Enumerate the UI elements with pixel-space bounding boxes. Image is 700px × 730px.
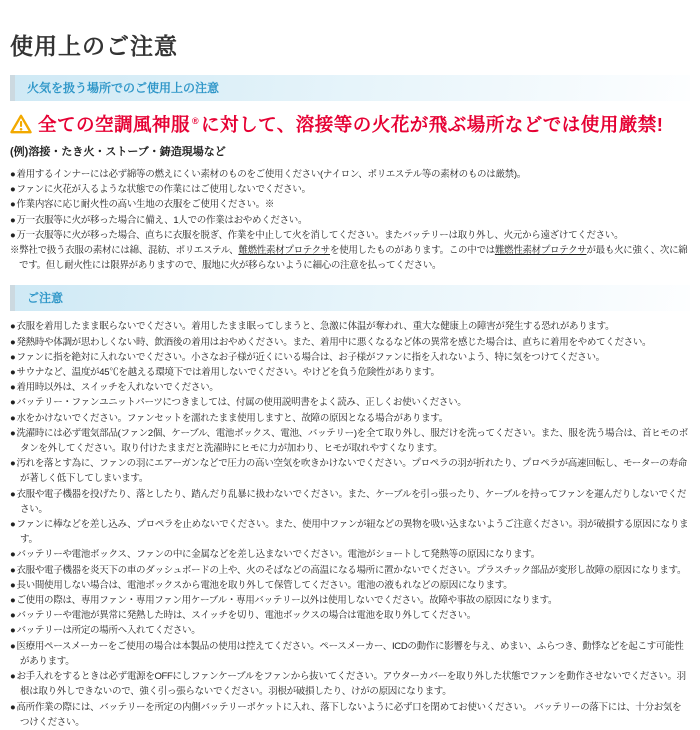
caution-section-header bbox=[10, 285, 690, 311]
list-item: ● 高所作業の際には、バッテリーを所定の内側バッテリーポケットに入れ、落下しないように必ず口を閉めてお使いください。 バッテリーの落下には、十分お気をつけください。 bbox=[10, 700, 690, 730]
list-item: ● 水をかけないでください。ファンセットを濡れたまま使用しますと、故障の原因となる場合があります。 bbox=[10, 411, 690, 426]
warning-text-rest: に対して、溶接等の火花が飛ぶ場所などでは使用厳禁! bbox=[201, 114, 664, 135]
list-item: ● 発熱時や体調が思わしくない時、飲酒後の着用はおやめください。また、着用中に悪くなるなど体の異常を感じた場合は、直ちに着用をやめてください。 bbox=[10, 335, 690, 350]
list-item: ● サウナなど、温度が45℃を越える環境下では着用しないでください。やけどを負う危険性があります。 bbox=[10, 365, 690, 380]
list-item: ● 汚れを落とす為に、ファンの羽にエアーガンなどで圧力の高い空気を吹きかけないでください。プロペラの羽が折れたり、プロペラが高速回転し、モーターの寿命が著しく低下してしまいます。 bbox=[10, 456, 690, 486]
registered-mark: ® bbox=[192, 115, 200, 126]
caution-notes-list bbox=[10, 319, 690, 729]
list-item: ● お手入れをするときは必ず電源をOFFにしファンケーブルをファンから抜いてください。アウターカバーを取り外した状態でファンを動作させないでください。羽根は取り外しできないので、強く引っ張らないでください。羽根が破損したり、けがの原因になります。 bbox=[10, 669, 690, 699]
list-item: ● ファンに指を絶対に入れないでください。小さなお子様が近くにいる場合は、お子様がファンに指を入れないよう、特に気をつけてください。 bbox=[10, 350, 690, 365]
warning-text bbox=[38, 111, 663, 137]
caution-section-header-label: ご注意 bbox=[27, 291, 64, 306]
underlined-term: 難燃性素材プロテクサ bbox=[494, 245, 587, 257]
list-item: ● 万一衣服等に火が移った場合に備え、1人での作業はおやめください。 bbox=[10, 213, 690, 228]
warning-text-main: 全ての空調風神服 bbox=[38, 114, 191, 135]
list-item: ● 着用時以外は、スイッチを入れないでください。 bbox=[10, 380, 690, 395]
list-item: ● バッテリー・ファンユニットパーツにつきましては、付属の使用説明書をよく読み、正しくお使いください。 bbox=[10, 395, 690, 410]
page-title: 使用上のご注意 bbox=[10, 33, 178, 59]
list-item: ● バッテリーは所定の場所へ入れてください。 bbox=[10, 623, 690, 638]
fire-notes-list bbox=[10, 167, 690, 243]
underlined-term: 難燃性素材プロテクサ bbox=[238, 245, 331, 257]
note-text: を使用したものがあります。この中では bbox=[330, 245, 495, 257]
list-item: ● 衣服を着用したまま眠らないでください。着用したまま眠ってしまうと、急激に体温が奪われ、重大な健康上の障害が発生する恐れがあります。 bbox=[10, 319, 690, 334]
list-item: ● 衣服や電子機器を投げたり、落としたり、踏んだり乱暴に扱わないでください。また、ケーブルを引っ張ったり、ケーブルを持ってファンを運んだりしないでください。 bbox=[10, 487, 690, 517]
fire-section-header-label: 火気を扱う場所でのご使用上の注意 bbox=[27, 81, 220, 95]
list-item: ● 万一衣服等に火が移った場合、直ちに衣服を脱ぎ、作業を中止して火を消してください。またバッテリーは取り外し、火元から遠ざけてください。 bbox=[10, 228, 690, 243]
list-item: ● バッテリーや電池が異常に発熱した時は、スイッチを切り、電池ボックスの場合は電池を取り外してください。 bbox=[10, 608, 690, 623]
example-line: (例)溶接・たき火・ストーブ・鋳造現場など bbox=[10, 146, 226, 158]
list-item: ● ご使用の際は、専用ファン・専用ファン用ケーブル・専用バッテリー以外は使用しないでください。故障や事故の原因になります。 bbox=[10, 593, 690, 608]
warning-banner bbox=[10, 111, 690, 137]
list-item: ● ファンに棒などを差し込み、プロペラを止めないでください。また、使用中ファンが紐などの異物を吸い込まないようご注意ください。羽が破損する原因になります。 bbox=[10, 517, 690, 547]
list-item: ● 長い間使用しない場合は、電池ボックスから電池を取り外して保管してください。電池の液もれなどの原因になります。 bbox=[10, 578, 690, 593]
note-text: が最も火に強く、次に綿です。但し耐火性には限界がありますので、服地に火が移らないように細心の注意を払ってください。 bbox=[19, 245, 688, 272]
flammable-material-note bbox=[10, 243, 690, 273]
list-item: ● 作業内容に応じ耐火性の高い生地の衣服をご使用ください。※ bbox=[10, 197, 690, 212]
list-item: ● 衣服や電子機器を炎天下の車のダッシュボードの上や、火のそばなどの高温になる場所に置かないでください。プラスチック部品が変形し故障の原因になります。 bbox=[10, 563, 690, 578]
list-item: ● ファンに火花が入るような状態での作業にはご使用しないでください。 bbox=[10, 182, 690, 197]
list-item: ● 医療用ペースメーカーをご使用の場合は本製品の使用は控えてください。ペースメーカー、ICDの動作に影響を与え、めまい、ふらつき、動悸などを起こす可能性があります。 bbox=[10, 639, 690, 669]
list-item: ● バッテリーや電池ボックス、ファンの中に金属などを差し込まないでください。電池がショートして発熱等の原因になります。 bbox=[10, 547, 690, 562]
note-text: ※弊社で扱う衣服の素材には綿、混紡、ポリエステル、 bbox=[10, 245, 239, 257]
warning-triangle-icon bbox=[10, 114, 32, 134]
fire-section-header bbox=[10, 75, 690, 101]
list-item: ● 洗濯時には必ず電気部品(ファン2個、ケーブル、電池ボックス、電池、バッテリー)を全て取り外し、服だけを洗ってください。また、服を洗う場合は、首ヒモのボタンを外してください。取り付けたままだと洗濯時にヒモに力が加わり、ヒモが取れやすくなります。 bbox=[10, 426, 690, 456]
list-item: ● 着用するインナーには必ず綿等の燃えにくい素材のものをご使用ください(ナイロン、ポリエステル等の素材のものは厳禁)。 bbox=[10, 167, 690, 182]
